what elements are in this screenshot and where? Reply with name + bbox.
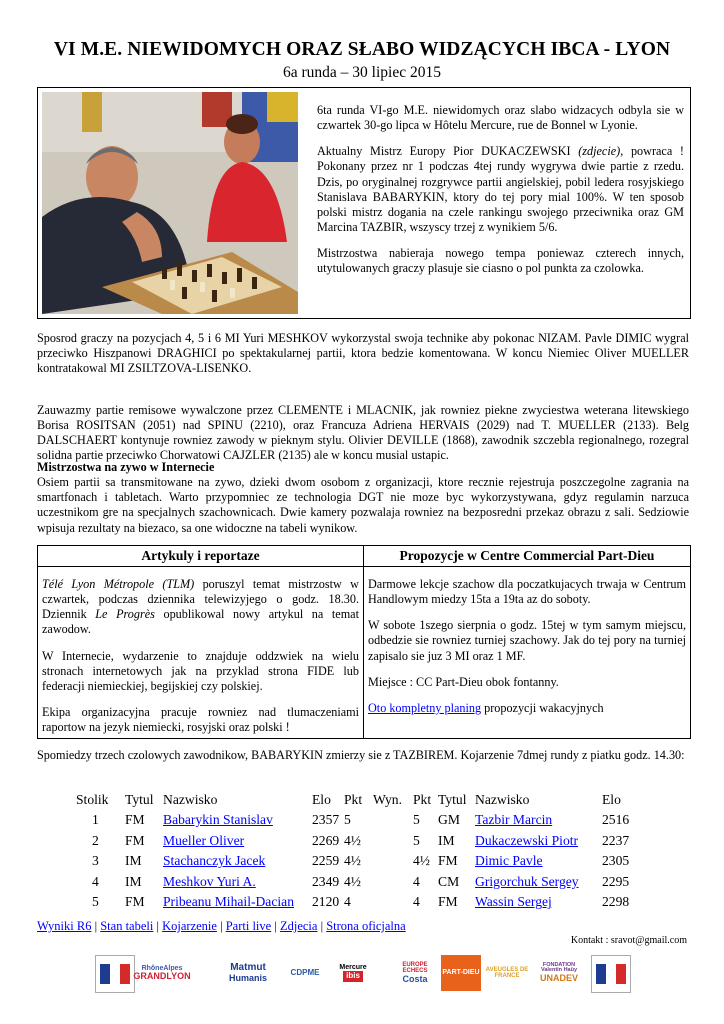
articles-p1-mid: poruszyl temat mistrzostw w czwartek, podczas dziennika telewizyjego o godz. 18.30. Dziennik — [42, 577, 359, 622]
player-name-white-link[interactable]: Stachanczyk Jacek — [163, 853, 266, 869]
articles-paragraph-1 — [42, 577, 359, 638]
pairing-row — [76, 811, 642, 832]
link-separator: | — [153, 919, 163, 933]
photo-chess-player — [42, 92, 298, 314]
player-title-white-cell: FM — [125, 812, 145, 828]
player-elo-white-cell: 2349 — [312, 873, 340, 889]
sponsor-grandlyon: GRANDLYON — [133, 970, 191, 981]
player-elo-black-cell: 2295 — [602, 873, 630, 889]
proposals-body — [364, 567, 690, 716]
board-number-cell: 5 — [92, 894, 99, 910]
player-name-black-cell — [475, 872, 602, 893]
sponsor-aveugles-de-france: AVEUGLES DE FRANCE — [485, 966, 529, 979]
sponsor-matmut: Matmut — [230, 962, 266, 974]
board-number-cell: 3 — [92, 853, 99, 869]
proposals-paragraph-3: Miejsce : CC Part-Dieu obok fontanny. — [368, 674, 559, 689]
player-name-white-link[interactable]: Babarykin Stanislav — [163, 812, 273, 828]
player-elo-black-cell: 2305 — [602, 853, 630, 869]
proposals-heading: Propozycje w Centre Commercial Part-Dieu — [364, 546, 690, 567]
footer-link[interactable]: Strona oficjalna — [326, 919, 406, 933]
header-points-black: Pkt — [413, 791, 432, 807]
player-points-white-cell: 4½ — [344, 853, 361, 869]
footer-link[interactable]: Wyniki R6 — [37, 919, 92, 933]
articles-column — [38, 546, 364, 738]
player-name-black-cell — [475, 852, 602, 873]
sponsor-unadev: UNADEV — [539, 973, 578, 984]
paragraph-top-players: Sposrod graczy na pozycjach 4, 5 i 6 MI Yuri MESHKOV wykorzystal swoja technike aby pokonac NIZAM. Pavle DIMIC wygral przeciwko Hiszpanowi DRAGHICI po spektakularnej partii, ktora bedzie komentowana. W koncu Niemiec Oliver MUELLER kontratakowal MI ZSILTZOVA-LISENKO. — [37, 331, 689, 376]
game-result-cell — [373, 831, 413, 852]
player-elo-white-cell: 2120 — [312, 894, 340, 910]
player-title-black-cell: GM — [438, 812, 460, 828]
french-flag-icon — [596, 964, 626, 984]
articles-paragraph-3: Ekipa organizacyjna pracuje rowniez nad tlumaczeniami raportow na jezyk niemiecki, rosyjski oraz polski ! — [42, 704, 359, 734]
game-result-cell — [373, 893, 413, 914]
header-title-black: Tytul — [438, 791, 467, 807]
pairings-table — [76, 790, 642, 913]
logo-cdpme — [285, 955, 325, 991]
sponsor-logos — [95, 955, 635, 991]
player-points-white-cell: 5 — [344, 812, 351, 828]
section-pairing-intro — [37, 748, 689, 763]
player-title-black-cell: IM — [438, 832, 455, 848]
player-points-white-cell: 4½ — [344, 832, 361, 848]
document-subtitle: 6a runda – 30 lipiec 2015 — [283, 64, 441, 81]
link-separator: | — [91, 919, 101, 933]
player-title-white-cell: IM — [125, 873, 142, 889]
pairing-row — [76, 831, 642, 852]
document-title: VI M.E. NIEWIDOMYCH ORAZ SŁABO WIDZĄCYCH IBCA - LYON — [53, 39, 671, 60]
live-heading: Mistrzostwa na zywo w Internecie — [37, 460, 215, 474]
planning-link-suffix: propozycji wakacyjnych — [481, 700, 604, 715]
player-points-black-cell: 4½ — [413, 853, 430, 869]
footer-link[interactable]: Parti live — [225, 919, 272, 933]
player-elo-black-cell: 2237 — [602, 832, 630, 848]
player-name-white-cell — [163, 852, 312, 873]
player-points-white-cell: 4 — [344, 894, 351, 910]
player-name-black-link[interactable]: Dukaczewski Piotr — [475, 832, 579, 848]
player-elo-white-cell: 2357 — [312, 812, 340, 828]
sponsor-mercure: Mercure — [339, 964, 367, 972]
board-number-cell: 4 — [92, 873, 99, 889]
player-name-white-link[interactable]: Pribeanu Mihail-Dacian — [163, 894, 294, 910]
player-points-black-cell: 5 — [413, 832, 420, 848]
footer-link[interactable]: Kojarzenie — [162, 919, 217, 933]
pairing-intro: Spomiedzy trzech czolowych zawodnikow, BABARYKIN zmierzy sie z TAZBIREM. Kojarzenie 7dmej rundy z piatku godz. 14.30: — [37, 748, 685, 762]
intro-p2-rest: , powraca ! Pokonany przez nr 1 podczas 4tej rundy wygrywa dwie partie z rzedu. Dzis, po oryginalnej rozgrywce partii angielskiej, pobil ledera rosyjskiego Stanislava BABARYKIN, ktory do tej pory mial 100%. W ten sposob polski mistrz dogania na czele rankingu swojego przeciwnika oraz GM Marcina TAZBIR, wszyscy trzej z wynikiem 5/6. — [317, 144, 684, 234]
sponsor-rhonealpes: RhôneAlpes — [141, 964, 183, 972]
section-live — [37, 460, 689, 536]
header-name-black: Nazwisko — [475, 791, 530, 807]
pairings-header-row — [76, 790, 642, 811]
player-name-black-link[interactable]: Dimic Pavle — [475, 853, 543, 869]
logo-republique-francaise-2 — [591, 955, 631, 993]
contact-info: Kontakt : sravot@gmail.com — [570, 935, 687, 946]
footer-link[interactable]: Zdjecia — [279, 919, 318, 933]
player-name-black-link[interactable]: Tazbir Marcin — [475, 812, 553, 828]
player-name-black-cell — [475, 811, 602, 832]
logo-republique-francaise-1 — [95, 955, 135, 993]
player-title-white-cell: FM — [125, 894, 145, 910]
player-title-white-cell: FM — [125, 832, 145, 848]
player-title-black-cell: FM — [438, 894, 458, 910]
section-draws — [37, 403, 689, 464]
player-name-white-cell — [163, 811, 312, 832]
header-name-white: Nazwisko — [163, 791, 218, 807]
intro-paragraph-1: 6ta runda VI-go M.E. niewidomych oraz slabo widzacych odbyla sie w czwartek 30-go lipca w Hôtelu Mercure, rue de Bonnel w Lyonie. — [317, 103, 684, 133]
player-name-white-cell — [163, 831, 312, 852]
player-title-black-cell: FM — [438, 853, 458, 869]
logo-matmut-humanis — [217, 955, 279, 991]
player-points-black-cell: 5 — [413, 812, 420, 828]
intro-p2-start: Aktualny Mistrz Europy Pior DUKACZEWSKI — [317, 144, 579, 159]
intro-text — [317, 103, 684, 287]
board-number-cell: 1 — [92, 812, 99, 828]
player-elo-white-cell: 2259 — [312, 853, 340, 869]
player-elo-black-cell: 2298 — [602, 894, 630, 910]
logo-fondation-unadev — [533, 955, 585, 991]
progres-name: Le Progrès — [95, 607, 155, 622]
logo-aveugles-de-france — [485, 955, 529, 991]
header-board: Stolik — [76, 791, 109, 807]
game-result-cell — [373, 872, 413, 893]
player-points-black-cell: 4 — [413, 894, 420, 910]
paragraph-draws: Zauwazmy partie remisowe wywalczone przez CLEMENTE i MLACNIK, jak rowniez piekne zwyciestwa weterana litewskiego Borisa ROSITSAN (2051) nad SPINU (2210), oraz Francuza Adriena HERVAIS (2029) nad T. MUELLER (2133). Belg DALSCHAERT kontynuje rowniez zawody w pieknym stylu. Olivier DEVILLE (1868), zawodnik szczebla regionalnego, rozegral solidna partie przeciwko Chorwatowi CAJZLER (2135) ale w koncu musial ustapic. — [37, 403, 689, 463]
sponsor-cdpme: CDPME — [290, 967, 320, 977]
articles-body — [38, 567, 363, 735]
link-separator: | — [271, 919, 280, 933]
player-points-black-cell: 4 — [413, 873, 420, 889]
proposals-paragraph-4 — [368, 701, 686, 716]
player-name-black-link[interactable]: Grigorchuk Sergey — [475, 873, 579, 889]
articles-p1-end: opublikowal nowy artykul na temat zawodow. — [42, 607, 359, 637]
section-top-players — [37, 331, 689, 376]
player-name-black-cell — [475, 893, 602, 914]
player-name-white-cell — [163, 872, 312, 893]
player-name-white-link[interactable]: Mueller Oliver — [163, 832, 245, 848]
player-points-white-cell: 4½ — [344, 873, 361, 889]
french-flag-icon — [100, 964, 130, 984]
sponsor-part-dieu: PART-DIEU — [442, 969, 480, 977]
player-elo-white-cell: 2269 — [312, 832, 340, 848]
proposals-paragraph-2: W sobote 1szego sierpnia o godz. 15tej w tym samym miejscu, odbedzie sie rowniez turniej szachowy. Jak do tej pory na turniej zapisalo sie juz 3 MI oraz 1 MF. — [368, 618, 686, 663]
proposals-paragraph-1: Darmowe lekcje szachow dla poczatkujacych trwaja w Centrum Handlowym miedzy 15ta a 19ta az do soboty. — [368, 577, 686, 607]
header-points-white: Pkt — [344, 791, 363, 807]
proposals-column — [364, 546, 690, 738]
header-result: Wyn. — [373, 791, 403, 807]
planning-link[interactable]: Oto kompletny planing — [368, 700, 482, 715]
header-elo-white: Elo — [312, 791, 331, 807]
pairings-body — [76, 811, 642, 914]
header-title-white: Tytul — [125, 791, 154, 807]
footer-links — [37, 919, 406, 935]
sponsor-fondation-valentin-hauy: FONDATION Valentin Haüy — [540, 961, 578, 974]
footer-link[interactable]: Stan tabeli — [100, 919, 154, 933]
header-elo-black: Elo — [602, 791, 621, 807]
intro-paragraph-2 — [317, 144, 684, 235]
board-number-cell: 2 — [92, 832, 99, 848]
intro-box — [37, 87, 691, 319]
info-table-box — [37, 545, 691, 739]
logo-europe-echecs-costa — [393, 955, 437, 991]
pairing-row — [76, 852, 642, 873]
intro-p2-photo-note: (zdjecie) — [578, 144, 621, 159]
sponsor-humanis: Humanis — [228, 972, 267, 983]
link-separator: | — [216, 919, 226, 933]
articles-paragraph-2: W Internecie, wydarzenie to znajduje oddzwiek na wielu stronach internetowych jak na przyklad strona FIDE lub federacji niemieckiej, begijskiej czy polskiej. — [42, 648, 359, 693]
photo-image — [42, 92, 298, 314]
logo-mercure-ibis — [331, 955, 375, 991]
link-separator: | — [317, 919, 327, 933]
player-name-white-link[interactable]: Meshkov Yuri A. — [163, 873, 256, 889]
logo-part-dieu — [441, 955, 481, 991]
live-text: Osiem partii sa transmitowane na zywo, dzieki dwom osobom z organizacji, ktore recznie rejestruja poszczegolne zagrania na smartfonach i tabletach. Warto przypomniec ze technologia DGT nie moze byc wykorzystywana, gdyz regulamin narzuca uczestnikom gre na specjalnych szachownicach. Dwie kamery pozwalaja rowniez na bezposredni przekaz obrazu z sali. Sedziowie wpisuja rezultaty na biezaco, sa one widoczne na tabeli wynikow. — [37, 475, 689, 535]
sponsor-ibis: ibis — [343, 971, 363, 981]
player-name-black-cell — [475, 831, 602, 852]
sponsor-costa: Costa — [402, 973, 428, 984]
player-title-white-cell: IM — [125, 853, 142, 869]
articles-heading: Artykuly i reportaze — [38, 546, 363, 567]
logo-rhonealpes-grandlyon — [133, 955, 191, 991]
game-result-cell — [373, 852, 413, 873]
game-result-cell — [373, 811, 413, 832]
pairing-row — [76, 872, 642, 893]
sponsor-europe-echecs: EUROPE ECHECS — [402, 961, 428, 975]
player-elo-black-cell: 2516 — [602, 812, 630, 828]
player-title-black-cell: CM — [438, 873, 460, 889]
intro-paragraph-3: Mistrzostwa nabieraja nowego tempa poniewaz czterech innych, utytulowanych graczy plasuje sie ciasno o pol punkta za czolowka. — [317, 246, 684, 276]
pairing-row — [76, 893, 642, 914]
player-name-white-cell — [163, 893, 312, 914]
tlm-name: Télé Lyon Métropole (TLM) — [42, 577, 195, 591]
player-name-black-link[interactable]: Wassin Sergej — [475, 894, 552, 910]
